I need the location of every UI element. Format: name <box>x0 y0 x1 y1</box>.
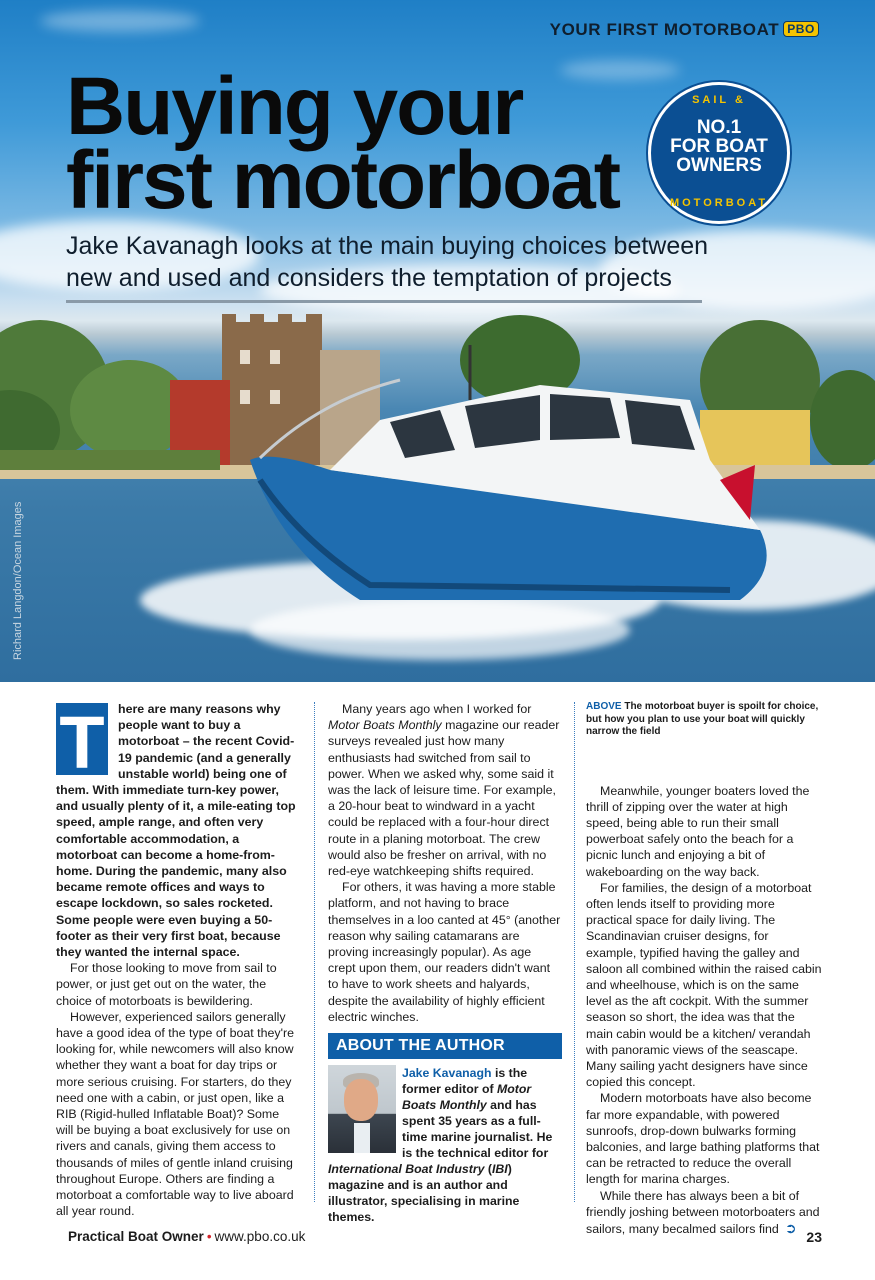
badge-top-text: SAIL & <box>692 94 746 106</box>
column-3 <box>586 701 822 1237</box>
motorboat-illustration <box>240 340 800 620</box>
author-name: Jake Kavanagh <box>402 1066 492 1081</box>
column-divider-1 <box>314 702 315 1202</box>
section-label: YOUR FIRST MOTORBOAT PBO <box>550 20 819 40</box>
paragraph: For families, the design of a motorboat often lends itself to providing more practical space for daily living. The Scandinavian cruiser designs, for example, typified having the galley and saloon all combined within the raised cabin and wheelhouse, which is on the same level as the aft cockpit. With the summer season so short, the idea was that the main cabin would be a kitchen/ verandah with panoramic views of the seascape. Many sailing yacht designers have since copied this concept. <box>586 880 822 1090</box>
intro-paragraph: T here are many reasons why people want to buy a motorboat – the recent Covid-19 pandemic (and a generally unstable world) being one of them. With immediate turn-key power, and usually plenty of it, a mile-eating top speed, ample range, and often very comfortable accommodation, a motorboat can become a home-from-home. During the pandemic, many also became remote offices and ways to escape lockdown, so sales rocketed. Some people were even buying a 50-footer as their very first boat, because they wanted the internal space. <box>56 701 296 960</box>
paragraph: For others, it was having a more stable platform, and not having to brace themselves in a loo canted at 45° (another reason why sailing catamarans are proving increasingly popular). As age crept upon them, our readers didn't want to have to work sheets and halyards, despite the availability of highly efficient electric winches. <box>328 880 561 1024</box>
standfirst-rule <box>66 300 702 303</box>
badge-bottom-text: MOTORBOAT <box>669 197 769 209</box>
column-2 <box>328 701 562 1225</box>
page-footer <box>68 1229 822 1244</box>
continue-arrow-icon: ➲ <box>784 1219 797 1236</box>
footer-separator: • <box>206 1229 212 1244</box>
drop-cap: T <box>56 703 108 775</box>
title-line-1: Buying your <box>66 61 523 152</box>
title-line-2: first motorboat <box>66 135 620 226</box>
article-title <box>66 61 666 226</box>
column-divider-2 <box>574 702 575 1202</box>
caption-tag: ABOVE <box>586 701 622 712</box>
photo-caption: ABOVE The motorboat buyer is spoilt for choice, but how you plan to use your boat will quickly narrow the field <box>586 701 819 737</box>
author-photo <box>328 1065 396 1153</box>
website-url: www.pbo.co.uk <box>214 1229 306 1244</box>
paragraph: For those looking to move from sail to power, or just get out on the water, the choice of motorboats is bewildering. <box>56 961 277 1008</box>
about-author-box: Jake Kavanagh is the former editor of Motor Boats Monthly and has spent 35 years as a full-time marine journalist. He is the technical editor for International Boat Industry (IBI) magazine and is an author and illustrator, specialising in marine themes. <box>328 1066 553 1225</box>
standfirst: Jake Kavanagh looks at the main buying choices between new and used and considers the temptation of projects <box>66 232 709 292</box>
paragraph: Meanwhile, younger boaters loved the thrill of zipping over the water at high speed, being able to run their small powerboat safely onto the beach for a picnic lunch and enjoying a bit of wakeboarding on the way back. <box>586 783 810 879</box>
about-author-heading: ABOUT THE AUTHOR <box>328 1033 562 1059</box>
badge-main-text: NO.1 FOR BOAT OWNERS <box>670 117 768 176</box>
paragraph: Modern motorboats have also become far more expandable, with powered sunroofs, drop-down bulwarks forming balconies, and large bathing platforms that can be retracted to reduce the overall length for marina charges. <box>586 1091 820 1187</box>
paragraph: While there has always been a bit of friendly joshing between motorboaters and sailors, many becalmed sailors find ➲ <box>586 1188 820 1236</box>
column-1 <box>56 701 298 1220</box>
paragraph: Many years ago when I worked for Motor Boats Monthly magazine our reader surveys revealed just how many enthusiasts had switched from sail to power. When we asked why, some said it was the lack of leisure time. For example, a 20-hour beat to windward in a yacht could be replaced with a four-hour direct route in a planing motorboat. The crew would also be fresher on arrival, with no red-eye watchkeeping shifts required. <box>328 702 560 879</box>
publication-name: Practical Boat Owner <box>68 1229 204 1244</box>
page-number: 23 <box>806 1229 822 1245</box>
photo-credit: Richard Langdon/Ocean Images <box>12 501 24 660</box>
pbo-logo: PBO <box>783 21 819 37</box>
paragraph: However, experienced sailors generally have a good idea of the type of boat they're looking for, while newcomers will also know whether they want a boat for day trips or more serious cruising. For starters, do they need one with a cabin, or just open, like a RIB (Rigid-hulled Inflatable Boat)? Some will be buying a boat exclusively for use on rivers and canals, giving them access to thousands of miles of gentle inland cruising throughout Europe. Others are finding a motorboat a comfortable way to live aboard all year round. <box>56 1009 294 1219</box>
no1-badge <box>648 82 790 224</box>
